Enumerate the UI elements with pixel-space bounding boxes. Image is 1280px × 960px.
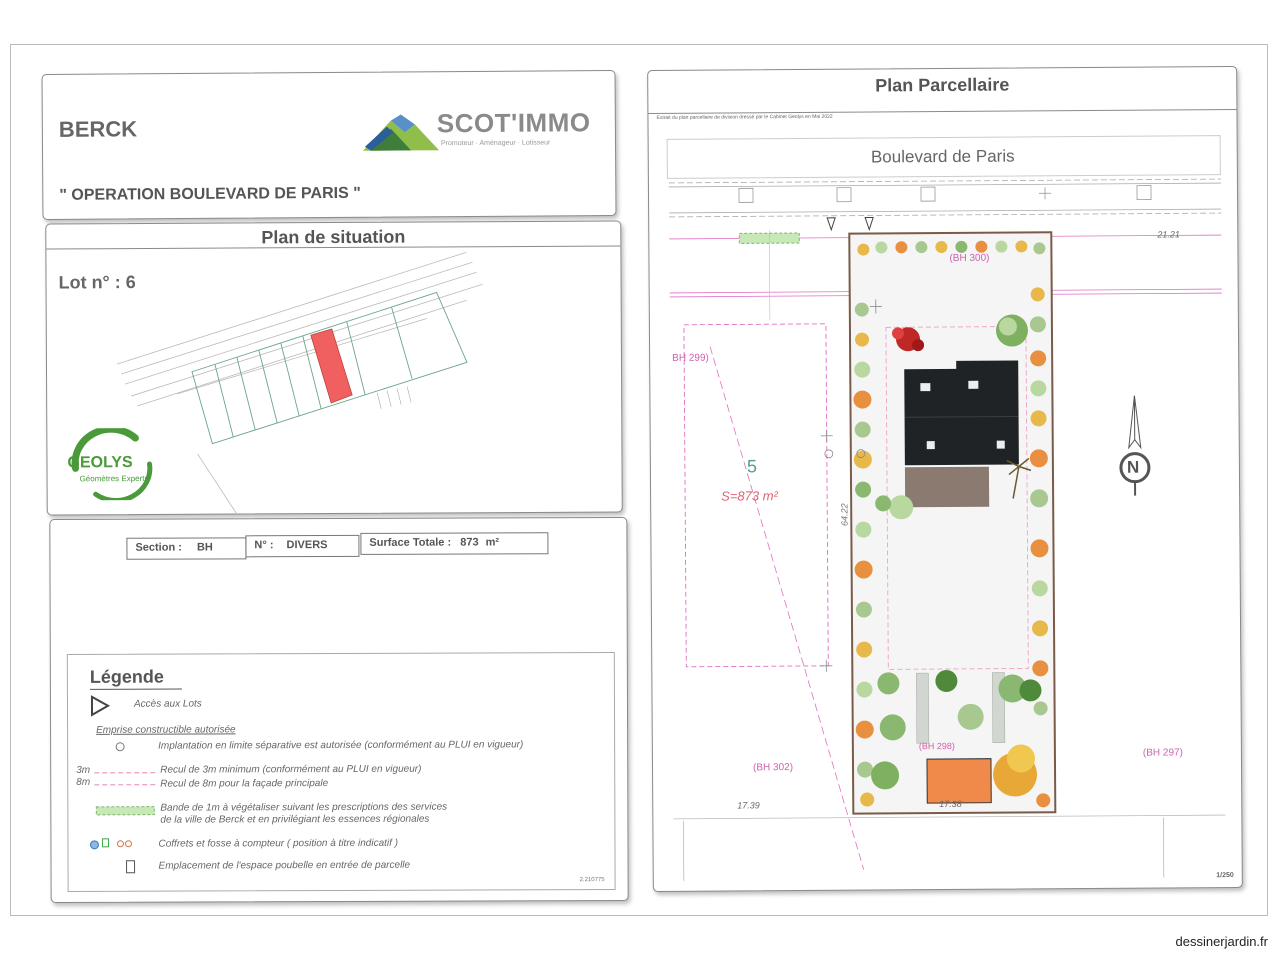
parcel-title: Plan Parcellaire	[875, 74, 1010, 96]
bin-area	[927, 759, 991, 803]
terrace	[905, 467, 989, 508]
meter-box-icon	[90, 841, 98, 849]
label-bh302: (BH 302)	[752, 762, 794, 774]
legend-item-vegetation-2: de la ville de Berck et en privilégiant les essences régionales	[160, 813, 430, 826]
number-label: N° :	[254, 539, 274, 552]
parcel-source-note: Extrait du plan parcellaire de division dressé par le Cabinet Geolys en Mai 2022	[656, 113, 833, 122]
info-legend-panel	[49, 517, 628, 903]
surface-unit: m²	[485, 536, 500, 549]
header-panel	[41, 70, 616, 220]
dim-side: 64.22	[839, 503, 850, 527]
surface-value: 873	[460, 536, 479, 549]
dim-top-right: 21.21	[1157, 229, 1180, 240]
geolys-logo	[65, 428, 155, 500]
scotimmo-mountain-icon	[361, 106, 441, 153]
legend-box	[67, 652, 616, 892]
site-credit: dessinerjardin.fr	[1175, 934, 1268, 949]
street-name: Boulevard de Paris	[870, 146, 1015, 167]
label-bh299: BH 299)	[672, 352, 709, 364]
legend-item-vegetation-1: Bande de 1m à végétaliser suivant les prescriptions des services	[160, 801, 448, 814]
parcel-plan-panel	[647, 66, 1243, 892]
number-value: DIVERS	[286, 539, 328, 552]
legend-item-meters: Coffrets et fosse à compteur ( position à titre indicatif )	[158, 837, 399, 850]
legend-item-bins: Emplacement de l'espace poubelle en entrée de parcelle	[158, 859, 411, 872]
brand-name: SCOT'IMMO	[436, 107, 591, 139]
vegetation-band-icon	[96, 807, 154, 815]
bin-area-icon	[127, 861, 135, 873]
section-label: Section :	[135, 541, 182, 554]
geolys-subtitle: Géomètres Experts	[79, 473, 149, 484]
scotimmo-logo	[361, 105, 611, 157]
brand-tagline: Promoteur · Aménageur · Lotisseur	[440, 139, 551, 148]
operation-title: " OPERATION BOULEVARD DE PARIS "	[59, 184, 361, 204]
access-arrow-icon	[92, 697, 108, 715]
situation-title: Plan de situation	[261, 226, 406, 248]
surface-label: Surface Totale :	[369, 536, 452, 549]
house-roof	[904, 360, 1019, 465]
marker-8m: 8m	[76, 776, 91, 788]
lot-label: Lot n° : 6	[58, 272, 136, 293]
scale-label: 1/250	[1216, 871, 1234, 880]
label-bh297: (BH 297)	[1142, 747, 1183, 759]
legend-item-access: Accès aux Lots	[133, 698, 202, 710]
dim-bottom-left: 17.39	[737, 800, 760, 811]
city-name: BERCK	[58, 116, 138, 142]
label-bh298: (BH 298)	[918, 740, 955, 752]
number-field	[245, 535, 359, 557]
section-value: BH	[196, 541, 213, 554]
label-bh300: (BH 300)	[949, 252, 990, 264]
surface-field	[360, 532, 548, 555]
lot-number: 5	[746, 456, 757, 477]
legend-item-recul-3m: Recul de 3m minimum (conformément au PLUI en vigueur)	[160, 763, 422, 776]
section-field	[126, 537, 246, 559]
geolys-name: GEOLYS	[67, 454, 133, 472]
legend-item-recul-8m: Recul de 8m pour la façade principale	[160, 778, 329, 790]
boundary-mark-left	[825, 450, 833, 458]
north-label: N	[1126, 457, 1140, 477]
legend-title: Légende	[89, 666, 164, 687]
lot-area: S=873 m²	[721, 488, 778, 504]
parcel-plan-drawing	[648, 67, 1244, 893]
marker-3m: 3m	[76, 764, 91, 776]
situation-panel	[45, 220, 623, 515]
legend-ref: 2.210775	[579, 877, 605, 884]
dim-bottom-mid: 17.38	[939, 798, 962, 810]
legend-item-boundary: Implantation en limite séparative est autorisée (conformément au PLUI en vigueur)	[158, 739, 524, 752]
legend-item-constructible: Emprise constructible autorisée	[96, 724, 236, 736]
boundary-symbol-icon	[116, 743, 124, 751]
north-arrow-icon	[1120, 396, 1149, 496]
